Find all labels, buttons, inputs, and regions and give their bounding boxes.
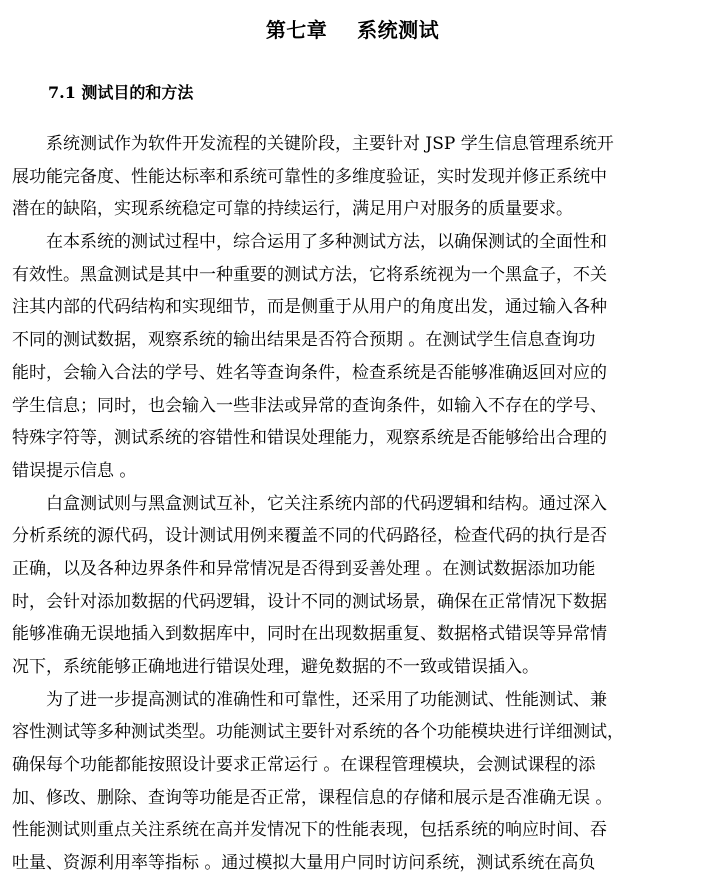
text-line: 在本系统的测试过程中，综合运用了多种测试方法，以确保测试的全面性和 [46, 232, 607, 253]
text-line: 注其内部的代码结构和实现细节，而是侧重于从用户的角度出发，通过输入各种 [12, 297, 607, 318]
body-text [12, 128, 692, 880]
text-line: 性能测试则重点关注系统在高并发情况下的性能表现，包括系统的响应时间、吞 [12, 820, 607, 841]
text-line: 系统测试作为软件开发流程的关键阶段，主要针对 JSP 学生信息管理系统开 [46, 134, 614, 154]
text-line: 不同的测试数据，观察系统的输出结果是否符合预期 。在测试学生信息查询功 [12, 330, 596, 351]
text-line: 加、修改、删除、查询等功能是否正常，课程信息的存储和展示是否准确无误 。 [12, 787, 613, 808]
text-line: 有效性。黑盒测试是其中一种重要的测试方法，它将系统视为一个黑盒子，不关 [12, 264, 607, 285]
text-line: 分析系统的源代码，设计测试用例来覆盖不同的代码路径，检查代码的执行是否 [12, 526, 607, 547]
text-line: 确保每个功能都能按照设计要求正常运行 。在课程管理模块，会测试课程的添 [12, 755, 596, 776]
text-line: 白盒测试则与黑盒测试互补，它关注系统内部的代码逻辑和结构。通过深入 [46, 493, 607, 514]
text-line: 潜在的缺陷，实现系统稳定可靠的持续运行，满足用户对服务的质量要求。 [12, 199, 573, 220]
text-line: 能时，会输入合法的学号、姓名等查询条件，检查系统是否能够准确返回对应的 [12, 362, 607, 383]
section-title: 7.1 测试目的和方法 [48, 83, 194, 102]
text-line: 能够准确无误地插入到数据库中，同时在出现数据重复、数据格式错误等异常情 [12, 624, 607, 645]
text-line: 况下，系统能够正确地进行错误处理，避免数据的不一致或错误插入。 [12, 657, 539, 677]
text-line: 错误提示信息 。 [12, 460, 137, 481]
text-line: 时，会针对添加数据的代码逻辑，设计不同的测试场景，确保在正常情况下数据 [12, 591, 607, 612]
text-line: 特殊字符等，测试系统的容错性和错误处理能力，观察系统是否能够给出合理的 [12, 428, 607, 449]
text-line: 为了进一步提高测试的准确性和可靠性，还采用了功能测试、性能测试、兼 [46, 689, 607, 710]
text-line: 展功能完备度、性能达标率和系统可靠性的多维度验证，实时发现并修正系统中 [12, 166, 607, 187]
text-line: 学生信息；同时，也会输入一些非法或异常的查询条件，如输入不存在的学号、 [12, 395, 607, 416]
chapter-title: 第七章 系统测试 [265, 18, 440, 42]
text-line: 吐量、资源利用率等指标 。通过模拟大量用户同时访问系统，测试系统在高负 [12, 853, 596, 874]
text-line: 正确，以及各种边界条件和异常情况是否得到妥善处理 。在测试数据添加功能 [12, 558, 596, 579]
text-line: 容性测试等多种测试类型。功能测试主要针对系统的各个功能模块进行详细测试， [12, 722, 624, 743]
